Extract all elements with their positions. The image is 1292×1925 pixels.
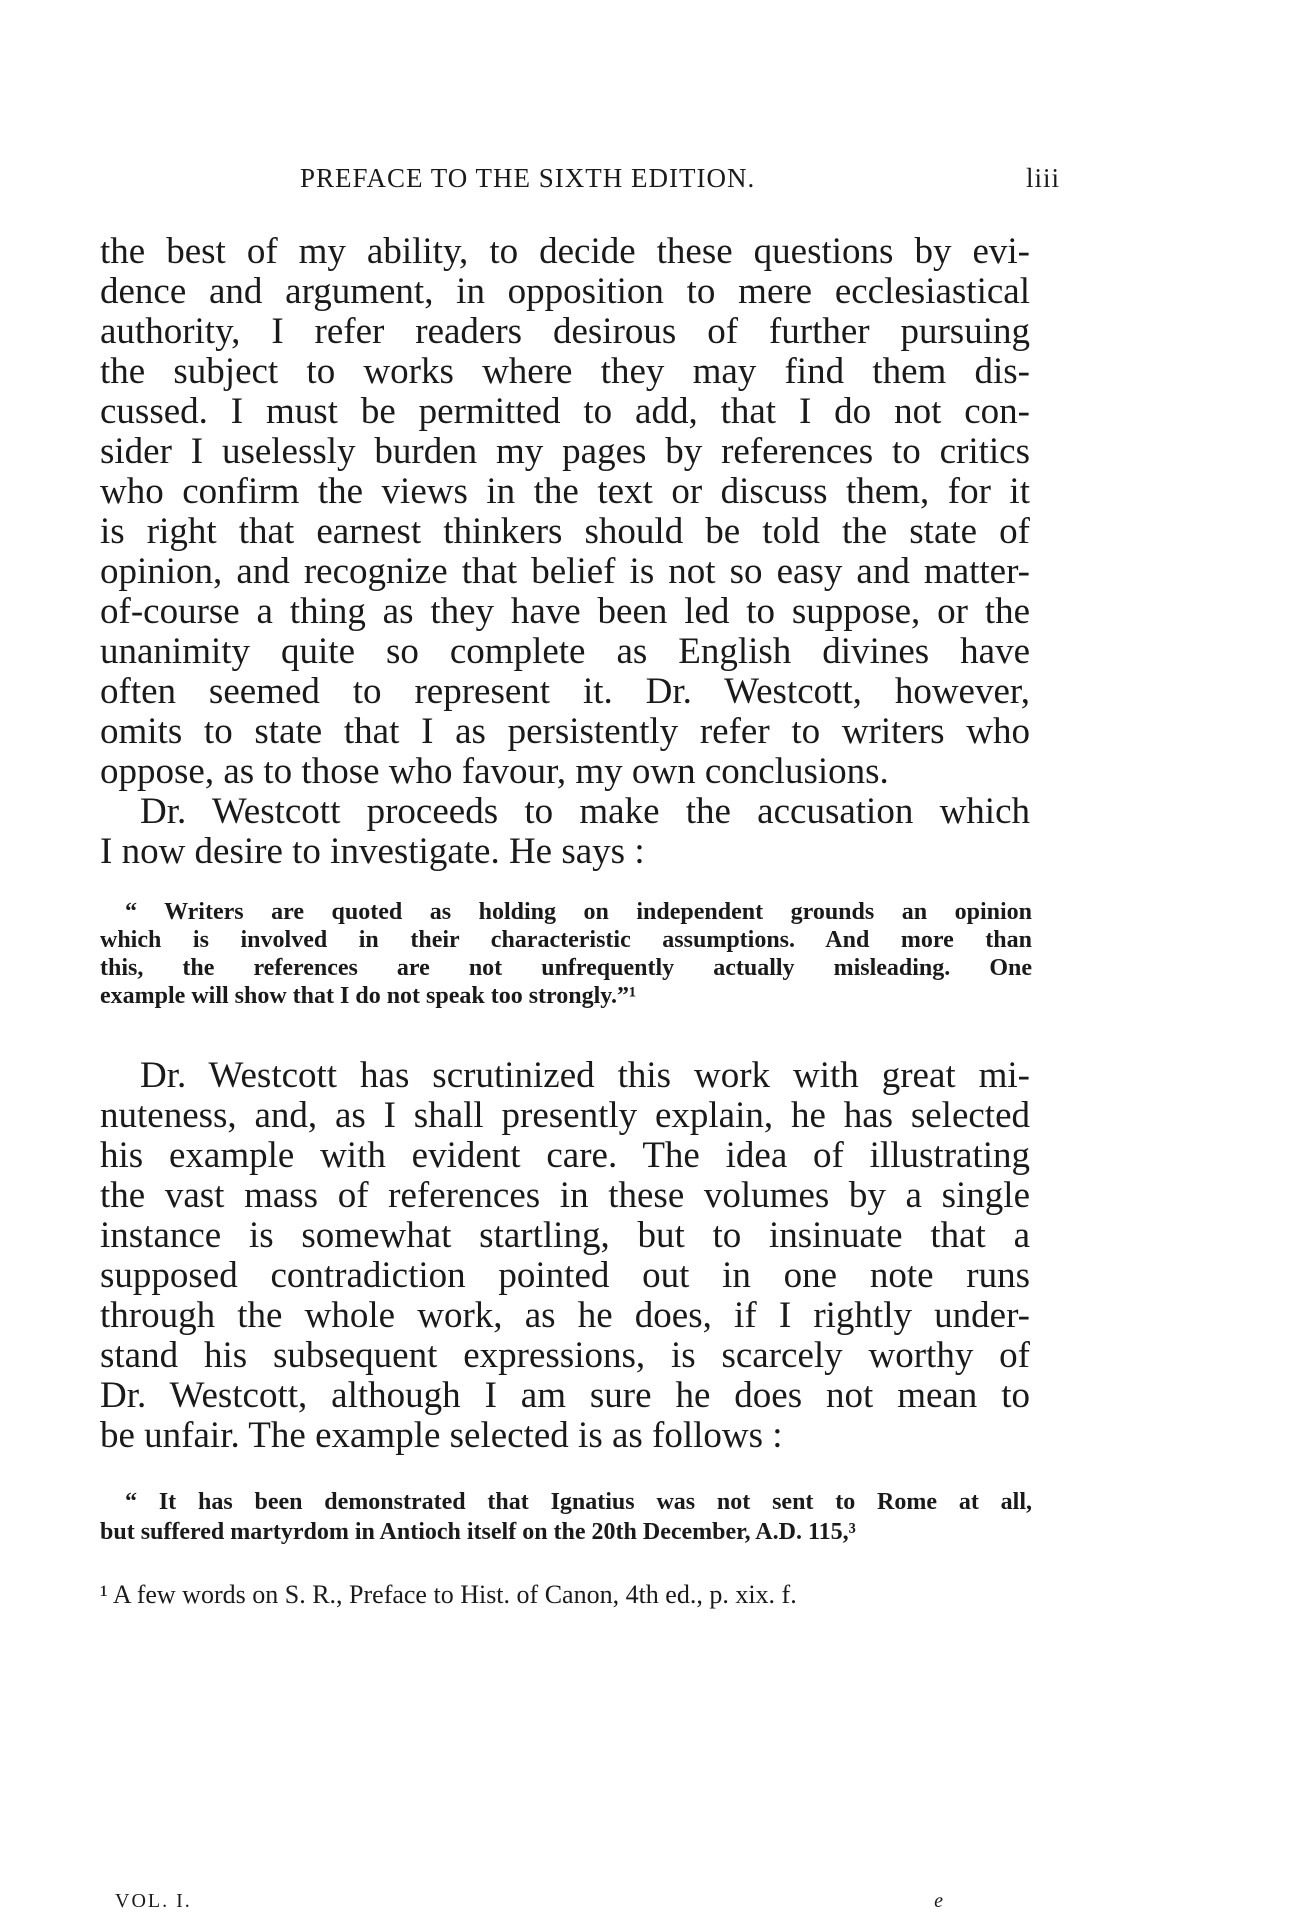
paragraph-line: the vast mass of references in these volumes by a single [100, 1175, 1030, 1216]
volume-signature: VOL. I. [115, 1890, 192, 1912]
paragraph-line: oppose, as to those who favour, my own conclusions. [100, 751, 889, 792]
page-number: liii [1025, 163, 1060, 193]
paragraph-line: dence and argument, in opposition to mere ecclesiastical [100, 271, 1030, 312]
running-head-title: PREFACE TO THE SIXTH EDITION. [300, 163, 756, 193]
block-quote-line: “ Writers are quoted as holding on independent grounds an opinion [125, 899, 1032, 925]
signature-mark: e [934, 1890, 945, 1912]
block-quote-line: which is involved in their characteristic assumptions. And more than [100, 927, 1032, 953]
paragraph-line: the subject to works where they may find them dis- [100, 351, 1030, 392]
paragraph-line: opinion, and recognize that belief is not so easy and matter- [100, 551, 1030, 592]
paragraph-line: of-course a thing as they have been led to suppose, or the [100, 591, 1030, 632]
paragraph-line: sider I uselessly burden my pages by references to critics [100, 431, 1030, 472]
paragraph-line: cussed. I must be permitted to add, that I do not con- [100, 391, 1030, 432]
paragraph-line: through the whole work, as he does, if I rightly under- [100, 1295, 1030, 1336]
paragraph-line: Dr. Westcott has scrutinized this work with great mi- [140, 1055, 1030, 1096]
paragraph-line: I now desire to investigate. He says : [100, 831, 645, 872]
paragraph-line: be unfair. The example selected is as follows : [100, 1415, 783, 1456]
footnote: ¹ A few words on S. R., Preface to Hist. of Canon, 4th ed., p. xix. f. [100, 1580, 797, 1609]
paragraph-line: who confirm the views in the text or discuss them, for it [100, 471, 1030, 512]
paragraph-line: nuteness, and, as I shall presently explain, he has selected [100, 1095, 1030, 1136]
block-quote-line: but suffered martyrdom in Antioch itself on the 20th December, A.D. 115,³ [100, 1519, 856, 1545]
paragraph-line: often seemed to represent it. Dr. Westcott, however, [100, 671, 1030, 712]
paragraph-line: unanimity quite so complete as English divines have [100, 631, 1030, 672]
paragraph-line: omits to state that I as persistently refer to writers who [100, 711, 1030, 752]
paragraph-line: is right that earnest thinkers should be told the state of [100, 511, 1030, 552]
paragraph-line: instance is somewhat startling, but to insinuate that a [100, 1215, 1030, 1256]
block-quote-line: this, the references are not unfrequently actually misleading. One [100, 955, 1032, 981]
paragraph-line: supposed contradiction pointed out in one note runs [100, 1255, 1030, 1296]
block-quote-line: example will show that I do not speak too strongly.”¹ [100, 983, 637, 1009]
paragraph-line: Dr. Westcott proceeds to make the accusation which [140, 791, 1030, 832]
paragraph-line: his example with evident care. The idea of illustrating [100, 1135, 1030, 1176]
block-quote-line: “ It has been demonstrated that Ignatius was not sent to Rome at all, [125, 1489, 1032, 1515]
paragraph-line: the best of my ability, to decide these questions by evi- [100, 231, 1030, 272]
paragraph-line: authority, I refer readers desirous of further pursuing [100, 311, 1030, 352]
paragraph-line: Dr. Westcott, although I am sure he does not mean to [100, 1375, 1030, 1416]
paragraph-line: stand his subsequent expressions, is scarcely worthy of [100, 1335, 1030, 1376]
running-head [100, 163, 1060, 203]
